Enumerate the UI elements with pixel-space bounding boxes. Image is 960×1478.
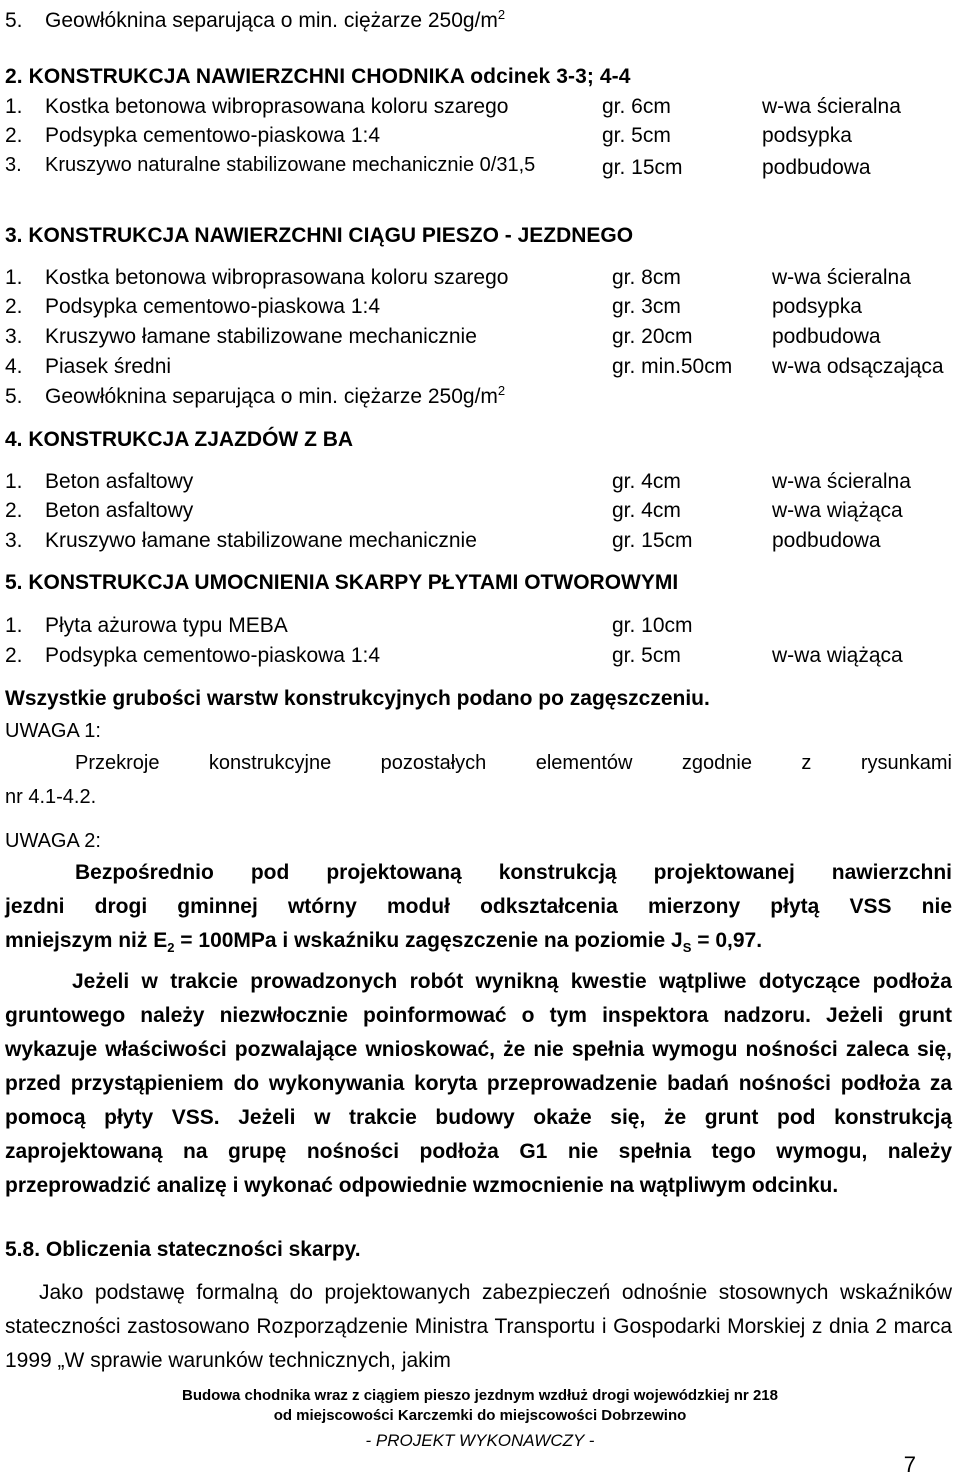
- role-cell: podbudowa: [772, 325, 881, 348]
- thickness-cell: gr. 5cm: [612, 644, 681, 667]
- table-row: 4. Piasek średni: [5, 355, 172, 378]
- section-heading: 5. KONSTRUKCJA UMOCNIENIA SKARPY PŁYTAMI OTWOROWYMI: [5, 571, 679, 594]
- table-row: 1. Kostka betonowa wibroprasowana koloru szarego: [5, 95, 509, 118]
- item-text: Geowłóknina separująca o min. ciężarze 250g/m: [45, 9, 498, 32]
- thickness-cell: gr. 3cm: [612, 295, 681, 318]
- thickness-cell: gr. min.50cm: [612, 355, 733, 378]
- thickness-cell: gr. 6cm: [602, 95, 671, 118]
- table-row: 2. Podsypka cementowo-piaskowa 1:4: [5, 124, 381, 147]
- role-cell: podsypka: [762, 124, 852, 147]
- role-cell: w-wa wiążąca: [772, 499, 903, 522]
- role-cell: podbudowa: [762, 156, 871, 179]
- table-row: 2. Podsypka cementowo-piaskowa 1:4: [5, 295, 381, 318]
- thickness-cell: gr. 8cm: [612, 266, 681, 289]
- table-row: 2. Beton asfaltowy: [5, 499, 194, 522]
- project-label: - PROJEKT WYKONAWCZY -: [365, 1431, 595, 1450]
- uwaga2-label: UWAGA 2:: [5, 830, 101, 852]
- table-row: 3. Kruszywo łamane stabilizowane mechanicznie: [5, 529, 477, 552]
- paragraph-jezeli: Jeżeli w trakcie prowadzonych robót wynikną kwestie wątpliwe dotyczące podłoża gruntowego należy niezwłocznie poinformować o tym inspektora nadzoru. Jeżeli grunt wykazuje właściwości pozwalające wnioskować, że nie spełnia wymogu nośności zaleca się, przed przystąpieniem do wykonywania koryta przeprowadzenie badań nośności podłoża za pomocą płyty VSS. Jeżeli w trakcie budowy okaże się, że grunt pod konstrukcją zaprojektowaną na grupę nośności podłoża G1 nie spełnia tego wymogu, należy przeprowadzić analizę i wykonać odpowiednie wzmocnienie na wątpliwym odcinku.: [5, 970, 952, 1197]
- role-cell: podsypka: [772, 295, 862, 318]
- paragraph-jako: Jako podstawę formalną do projektowanych zabezpieczeń odnośnie stosownych wskaźników stateczności zastosowano Rozporządzenie Ministra Transportu i Gospodarki Morskiej z dnia 2 marca 1999 „W sprawie warunków technicznych, jakim: [5, 1281, 952, 1372]
- list-item: 5. Geowłóknina separująca o min. ciężarze $250g/m^2$: [5, 383, 506, 408]
- footer-title: Budowa chodnika wraz z ciągiem pieszo jezdnym wzdłuż drogi wojewódzkiej nr 218 od miejscowości Karczemki do miejscowości Dobrzewino: [182, 1387, 778, 1424]
- thickness-cell: gr. 10cm: [612, 614, 693, 637]
- thickness-cell: gr. 4cm: [612, 499, 681, 522]
- table-row: 1. Kostka betonowa wibroprasowana koloru szarego: [5, 266, 509, 289]
- thickness-cell: gr. 5cm: [602, 124, 671, 147]
- role-cell: w-wa ścieralna: [772, 470, 911, 493]
- uwaga1-label: UWAGA 1:: [5, 720, 101, 742]
- list-item: 5. Geowłóknina separująca o min. ciężarze $250g/m^2$: [5, 7, 506, 32]
- uwaga1-text: Przekroje konstrukcyjne pozostałych elementów zgodnie z rysunkami nr 4.1-4.2.: [5, 752, 952, 808]
- table-row: 3. Kruszywo naturalne stabilizowane mechanicznie 0/31,5: [5, 154, 536, 176]
- table-row: 1. Beton asfaltowy: [5, 470, 194, 493]
- role-cell: w-wa ścieralna: [772, 266, 911, 289]
- table-row: 3. Kruszywo łamane stabilizowane mechanicznie: [5, 325, 477, 348]
- section-5-8-heading: 5.8. Obliczenia stateczności skarpy.: [5, 1238, 361, 1261]
- table-row: 2. Podsypka cementowo-piaskowa 1:4: [5, 644, 381, 667]
- role-cell: podbudowa: [772, 529, 881, 552]
- role-cell: w-wa wiążąca: [772, 644, 903, 667]
- thickness-cell: gr. 15cm: [612, 529, 693, 552]
- section-heading: 3. KONSTRUKCJA NAWIERZCHNI CIĄGU PIESZO - JEZDNEGO: [5, 224, 634, 247]
- role-cell: w-wa ścieralna: [762, 95, 901, 118]
- section-heading: 4. KONSTRUKCJA ZJAZDÓW Z BA: [5, 428, 354, 451]
- page-number: 7: [903, 1452, 916, 1477]
- uwaga2-text: Bezpośrednio pod projektowaną konstrukcją projektowanej nawierzchni jezdni drogi gminnej wtórny moduł odkształcenia mierzony płytą VSS nie mniejszym niż $E_2 = 100MPa$ i wskaźniku zagęszczenie na poziomie $J_S = 0,97$.: [5, 861, 952, 956]
- thickness-cell: gr. 20cm: [612, 325, 693, 348]
- role-cell: w-wa odsączająca: [772, 355, 944, 378]
- section-heading: 2. KONSTRUKCJA NAWIERZCHNI CHODNIKA odcinek 3-3; 4-4: [5, 65, 631, 88]
- note-all: Wszystkie grubości warstw konstrukcyjnych podano po zagęszczeniu.: [5, 687, 710, 710]
- thickness-cell: gr. 4cm: [612, 470, 681, 493]
- thickness-cell: gr. 15cm: [602, 156, 683, 179]
- table-row: 1. Płyta ażurowa typu MEBA: [5, 614, 288, 637]
